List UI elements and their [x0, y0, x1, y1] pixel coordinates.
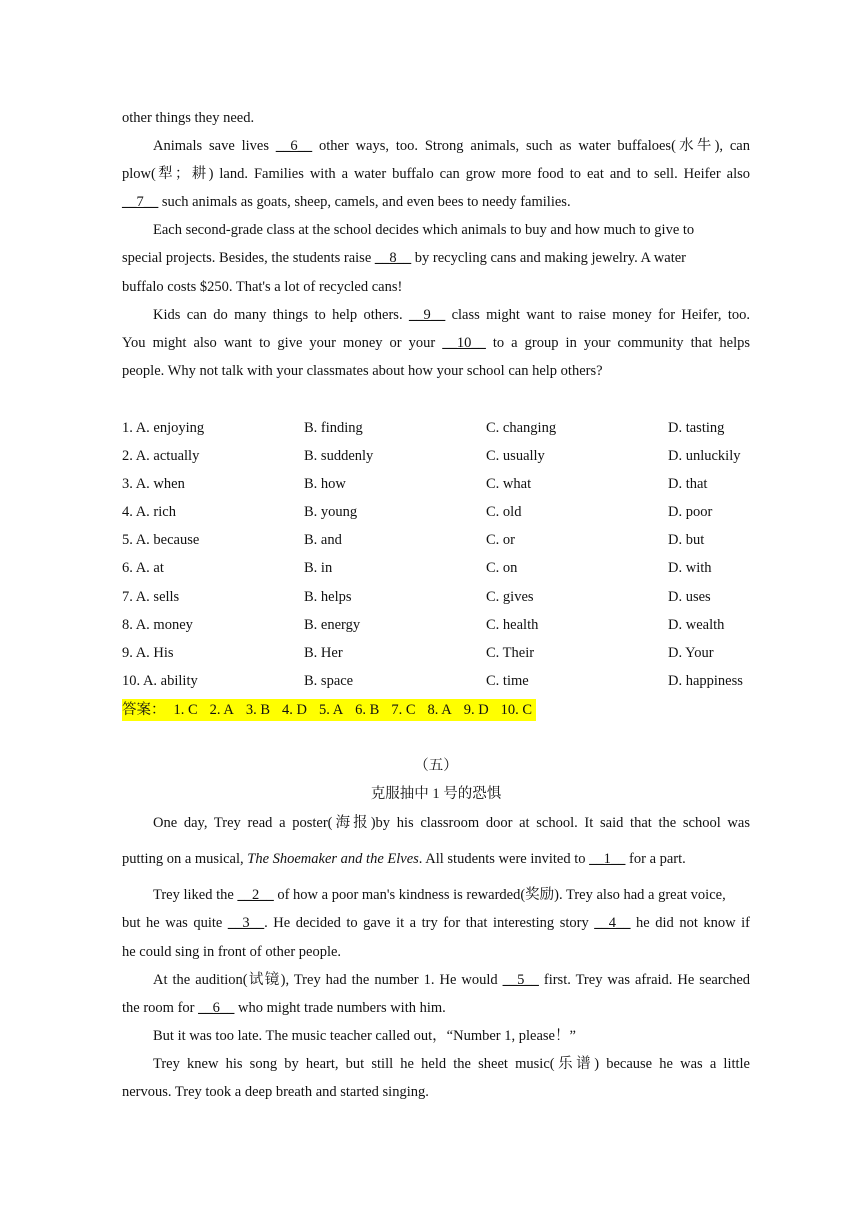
option-d: D. uses [668, 589, 711, 605]
option-d: D. but [668, 532, 705, 548]
option-a: 1. A. enjoying [122, 420, 205, 436]
text: class might want to raise money for Heifer, too. [445, 307, 750, 323]
passage-line [122, 220, 750, 240]
text: such animals as goats, sheep, camels, and even bees to needy families. [158, 194, 571, 210]
blank-5: __5__ [502, 972, 539, 988]
text: But it was too late. The music teacher called out，“Number 1, please！” [153, 1028, 576, 1044]
option-a: 4. A. rich [122, 504, 176, 520]
musical-title: The Shoemaker and the Elves [247, 851, 419, 867]
blank-6: __6__ [275, 138, 313, 154]
text: Animals save lives [153, 138, 276, 154]
text: by recycling cans and making jewelry. A water [411, 250, 687, 266]
option-b: B. in [304, 560, 333, 576]
passage-line [122, 849, 750, 869]
passage-line [122, 192, 750, 212]
passage-line [122, 164, 750, 184]
text: who might trade numbers with him. [234, 1000, 446, 1016]
passage-line [122, 885, 750, 905]
answer-item: 7. C [391, 702, 416, 718]
option-row [122, 502, 750, 522]
text: he could sing in front of other people. [122, 944, 342, 960]
text: Trey knew his song by heart, but still he held the sheet music(乐谱) because he was a little [153, 1056, 750, 1072]
passage-line [122, 361, 750, 381]
option-d: D. tasting [668, 420, 725, 436]
blank-9: __9__ [408, 307, 446, 323]
passage-line [122, 1026, 750, 1046]
text: putting on a musical, [122, 851, 248, 867]
answer-item: 4. D [282, 702, 307, 718]
blank-4: __4__ [594, 915, 631, 931]
option-b: B. suddenly [304, 448, 374, 464]
answer-item: 3. B [245, 702, 271, 718]
answer-label: 答案： [122, 702, 166, 718]
option-a: 3. A. when [122, 476, 185, 492]
option-row [122, 530, 750, 550]
blank-2: __2__ [237, 887, 274, 903]
option-a: 8. A. money [122, 617, 193, 633]
option-c: C. old [486, 504, 522, 520]
answer-item: 9. D [463, 702, 489, 718]
answer-item: 5. A [319, 702, 344, 718]
blank-6: __6__ [198, 1000, 235, 1016]
answer-item: 10. C [500, 702, 533, 718]
option-b: B. energy [304, 617, 361, 633]
option-d: D. wealth [668, 617, 725, 633]
option-d: D. poor [668, 504, 713, 520]
text: to a group in your community that helps [485, 335, 750, 351]
option-c: C. what [486, 476, 532, 492]
option-a: 2. A. actually [122, 448, 200, 464]
text: first. Trey was afraid. He searched [538, 972, 751, 988]
answer-key [122, 699, 536, 721]
option-b: B. Her [304, 645, 343, 661]
option-row [122, 671, 750, 691]
passage-line [122, 305, 750, 325]
option-a: 10. A. ability [122, 673, 198, 689]
option-a: 9. A. His [122, 645, 174, 661]
text: special projects. Besides, the students raise [122, 250, 375, 266]
text: other things they need. [122, 110, 255, 126]
passage-line [122, 136, 750, 156]
option-b: B. how [304, 476, 346, 492]
answer-item: 1. C [173, 702, 198, 718]
option-c: C. usually [486, 448, 545, 464]
option-b: B. young [304, 504, 358, 520]
option-d: D. that [668, 476, 708, 492]
option-row [122, 643, 750, 663]
blank-8: __8__ [374, 250, 412, 266]
answer-item: 2. A [209, 702, 234, 718]
text: other ways, too. Strong animals, such as water buffaloes(水牛), can [312, 138, 750, 154]
answer-item: 6. B [355, 702, 380, 718]
passage-line [122, 1082, 750, 1102]
text: You might also want to give your money or your [122, 335, 443, 351]
option-a: 7. A. sells [122, 589, 180, 605]
option-row [122, 615, 750, 635]
text: for a part. [625, 851, 686, 867]
text: Each second-grade class at the school decides which animals to buy and how much to give to [153, 222, 695, 238]
option-c: C. Their [486, 645, 535, 661]
text: nervous. Trey took a deep breath and started singing. [122, 1084, 429, 1100]
text: plow(犁；耕) land. Families with a water buffalo can grow more food to eat and to sell. Heifer also [122, 166, 750, 182]
option-b: B. helps [304, 589, 352, 605]
text: buffalo costs $250. That's a lot of recycled cans! [122, 279, 403, 295]
passage-line [122, 998, 750, 1018]
blank-7: __7__ [122, 194, 159, 210]
section-number: （五） [414, 758, 458, 774]
option-d: D. happiness [668, 673, 743, 689]
option-c: C. gives [486, 589, 534, 605]
answer-item: 8. A [427, 702, 452, 718]
text: the room for [122, 1000, 199, 1016]
text: One day, Trey read a poster(海报)by his classroom door at school. It said that the school was [153, 815, 750, 831]
passage-line [122, 333, 750, 353]
option-row [122, 474, 750, 494]
passage-line [122, 813, 750, 833]
option-row [122, 558, 750, 578]
option-row [122, 446, 750, 466]
option-c: C. health [486, 617, 539, 633]
option-c: C. changing [486, 420, 557, 436]
option-a: 5. A. because [122, 532, 200, 548]
blank-3: __3__ [227, 915, 265, 931]
option-d: D. Your [668, 645, 714, 661]
text: Kids can do many things to help others. [153, 307, 409, 323]
passage-line [122, 913, 750, 933]
option-b: B. and [304, 532, 342, 548]
option-row [122, 418, 750, 438]
option-c: C. time [486, 673, 529, 689]
text: but he was quite [122, 915, 228, 931]
text: people. Why not talk with your classmates about how your school can help others? [122, 363, 603, 379]
passage-line [122, 1054, 750, 1074]
section-title: 克服抽中 1 号的恐惧 [370, 786, 502, 802]
passage-line [122, 277, 750, 297]
text: Trey liked the [153, 887, 238, 903]
option-d: D. with [668, 560, 712, 576]
option-c: C. or [486, 532, 515, 548]
blank-10: __10__ [442, 335, 486, 351]
text: At the audition(试镜), Trey had the number 1. He would [153, 972, 503, 988]
option-b: B. space [304, 673, 354, 689]
option-c: C. on [486, 560, 518, 576]
text: . All students were invited to [418, 851, 590, 867]
option-row [122, 587, 750, 607]
passage-line [122, 108, 750, 128]
text: he did not know if [630, 915, 750, 931]
passage-line [122, 970, 750, 990]
blank-1: __1__ [589, 851, 626, 867]
text: of how a poor man's kindness is rewarded(奖励). Trey also had a great voice, [273, 887, 726, 903]
option-a: 6. A. at [122, 560, 164, 576]
passage-line [122, 248, 750, 268]
option-d: D. unluckily [668, 448, 741, 464]
text: . He decided to gave it a try for that interesting story [264, 915, 595, 931]
option-b: B. finding [304, 420, 363, 436]
passage-line [122, 942, 750, 962]
